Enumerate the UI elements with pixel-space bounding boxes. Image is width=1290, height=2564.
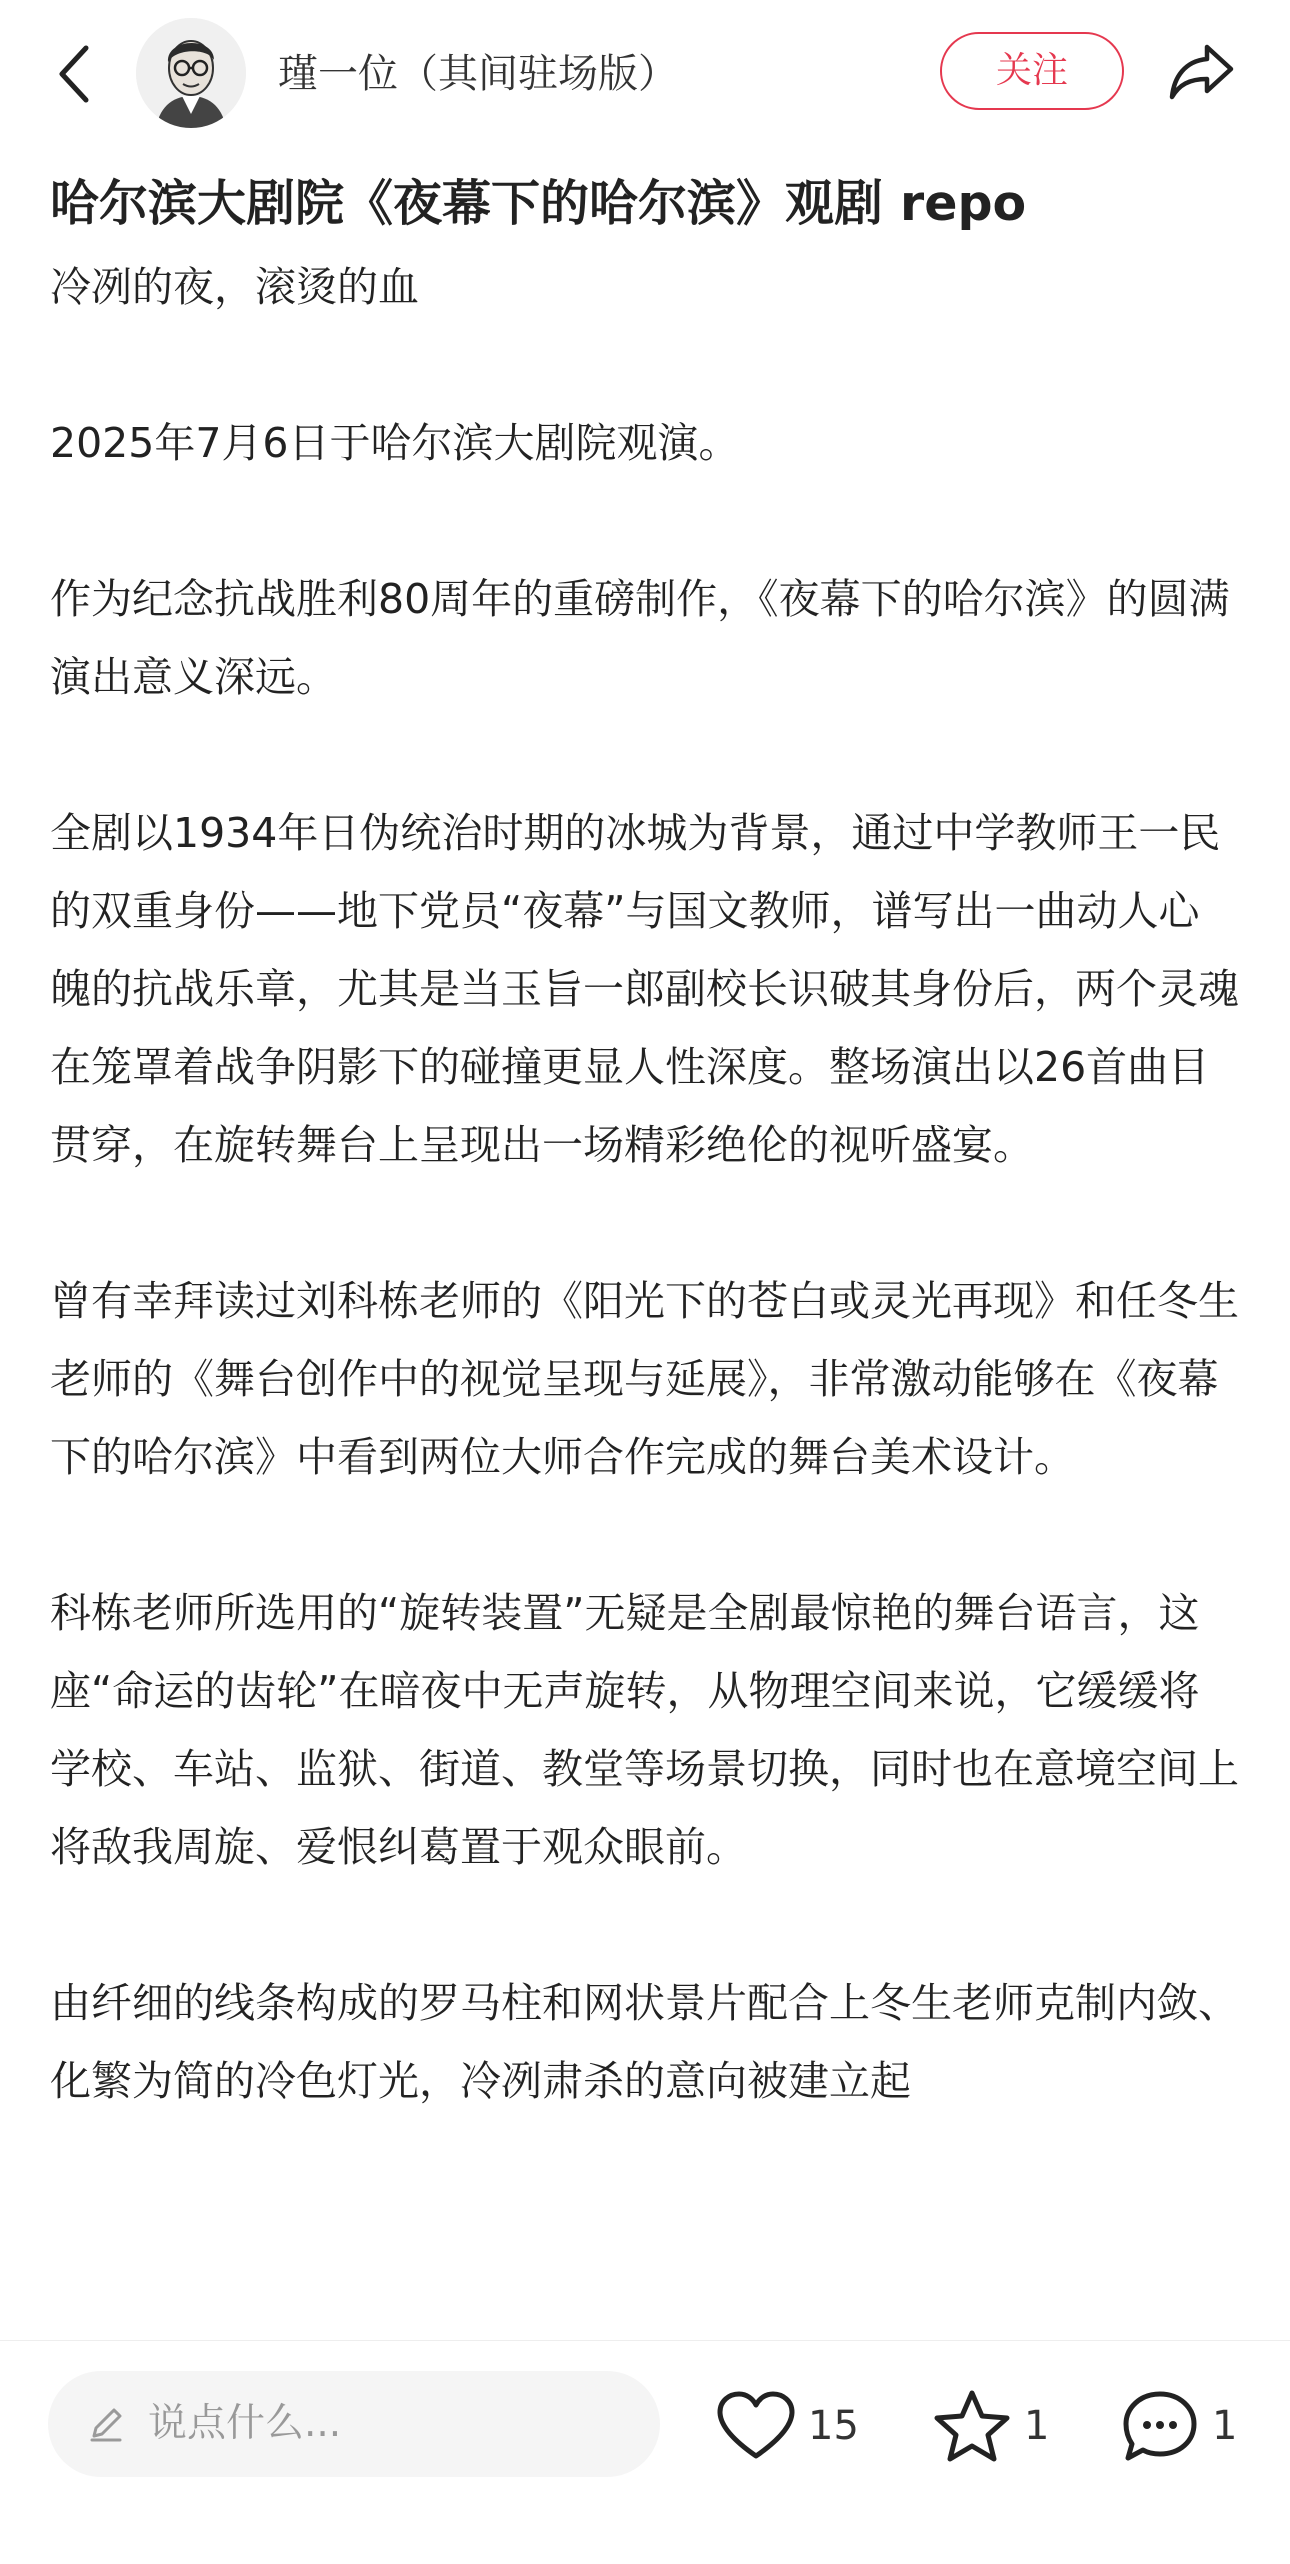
pencil-icon bbox=[86, 2404, 126, 2444]
author-name[interactable]: 瑾一位（其间驻场版） bbox=[278, 51, 678, 97]
share-arrow-icon bbox=[1167, 41, 1237, 103]
star-icon bbox=[932, 2388, 1012, 2464]
share-button[interactable] bbox=[1160, 32, 1244, 112]
comment-button[interactable] bbox=[1120, 2381, 1237, 2471]
like-button[interactable] bbox=[716, 2381, 859, 2471]
post-paragraph: 冷冽的夜，滚烫的血 bbox=[50, 263, 419, 311]
post-paragraph: 由纤细的线条构成的罗马柱和网状景片配合上冬生老师克制内敛、化繁为简的冷色灯光，冷冽肃杀的意向被建立起 bbox=[50, 1979, 1239, 2105]
like-count: 15 bbox=[808, 2403, 859, 2449]
top-navigation-bar bbox=[0, 0, 1290, 150]
post-paragraph: 全剧以1934年日伪统治时期的冰城为背景，通过中学教师王一民的双重身份——地下党员“夜幕”与国文教师，谱写出一曲动人心魄的抗战乐章，尤其是当玉旨一郎副校长识破其身份后，两个灵魂在笼罩着战争阴影下的碰撞更显人性深度。整场演出以26首曲目贯穿，在旋转舞台上呈现出一场精彩绝伦的视听盛宴。 bbox=[50, 809, 1239, 1169]
comment-bubble-icon bbox=[1120, 2388, 1200, 2464]
post-paragraph: 科栋老师所选用的“旋转装置”无疑是全剧最惊艳的舞台语言，这座“命运的齿轮”在暗夜中无声旋转，从物理空间来说，它缓缓将学校、车站、监狱、街道、教堂等场景切换，同时也在意境空间上将敌我周旋、爱恨纠葛置于观众眼前。 bbox=[50, 1589, 1239, 1871]
post-title: 哈尔滨大剧院《夜幕下的哈尔滨》观剧 repo bbox=[50, 175, 1027, 232]
heart-icon bbox=[716, 2390, 796, 2462]
favorite-count: 1 bbox=[1024, 2403, 1050, 2449]
post-body bbox=[50, 248, 1240, 2120]
comment-count: 1 bbox=[1212, 2403, 1238, 2449]
post-paragraph: 作为纪念抗战胜利80周年的重磅制作，《夜幕下的哈尔滨》的圆满演出意义深远。 bbox=[50, 575, 1230, 701]
post-paragraph: 曾有幸拜读过刘科栋老师的《阳光下的苍白或灵光再现》和任冬生老师的《舞台创作中的视觉呈现与延展》，非常激动能够在《夜幕下的哈尔滨》中看到两位大师合作完成的舞台美术设计。 bbox=[50, 1277, 1239, 1481]
back-button[interactable] bbox=[44, 38, 104, 110]
comment-input[interactable] bbox=[48, 2371, 660, 2477]
favorite-button[interactable] bbox=[932, 2381, 1049, 2471]
post-paragraph: 2025年7月6日于哈尔滨大剧院观演。 bbox=[50, 419, 740, 467]
bottom-action-bar bbox=[0, 2340, 1290, 2564]
avatar[interactable] bbox=[136, 18, 246, 128]
post-content bbox=[50, 150, 1240, 2340]
back-arrow-icon bbox=[54, 42, 94, 106]
follow-button[interactable]: 关注 bbox=[940, 32, 1124, 110]
author-portrait-icon bbox=[136, 18, 246, 128]
comment-placeholder: 说点什么... bbox=[148, 2401, 342, 2446]
